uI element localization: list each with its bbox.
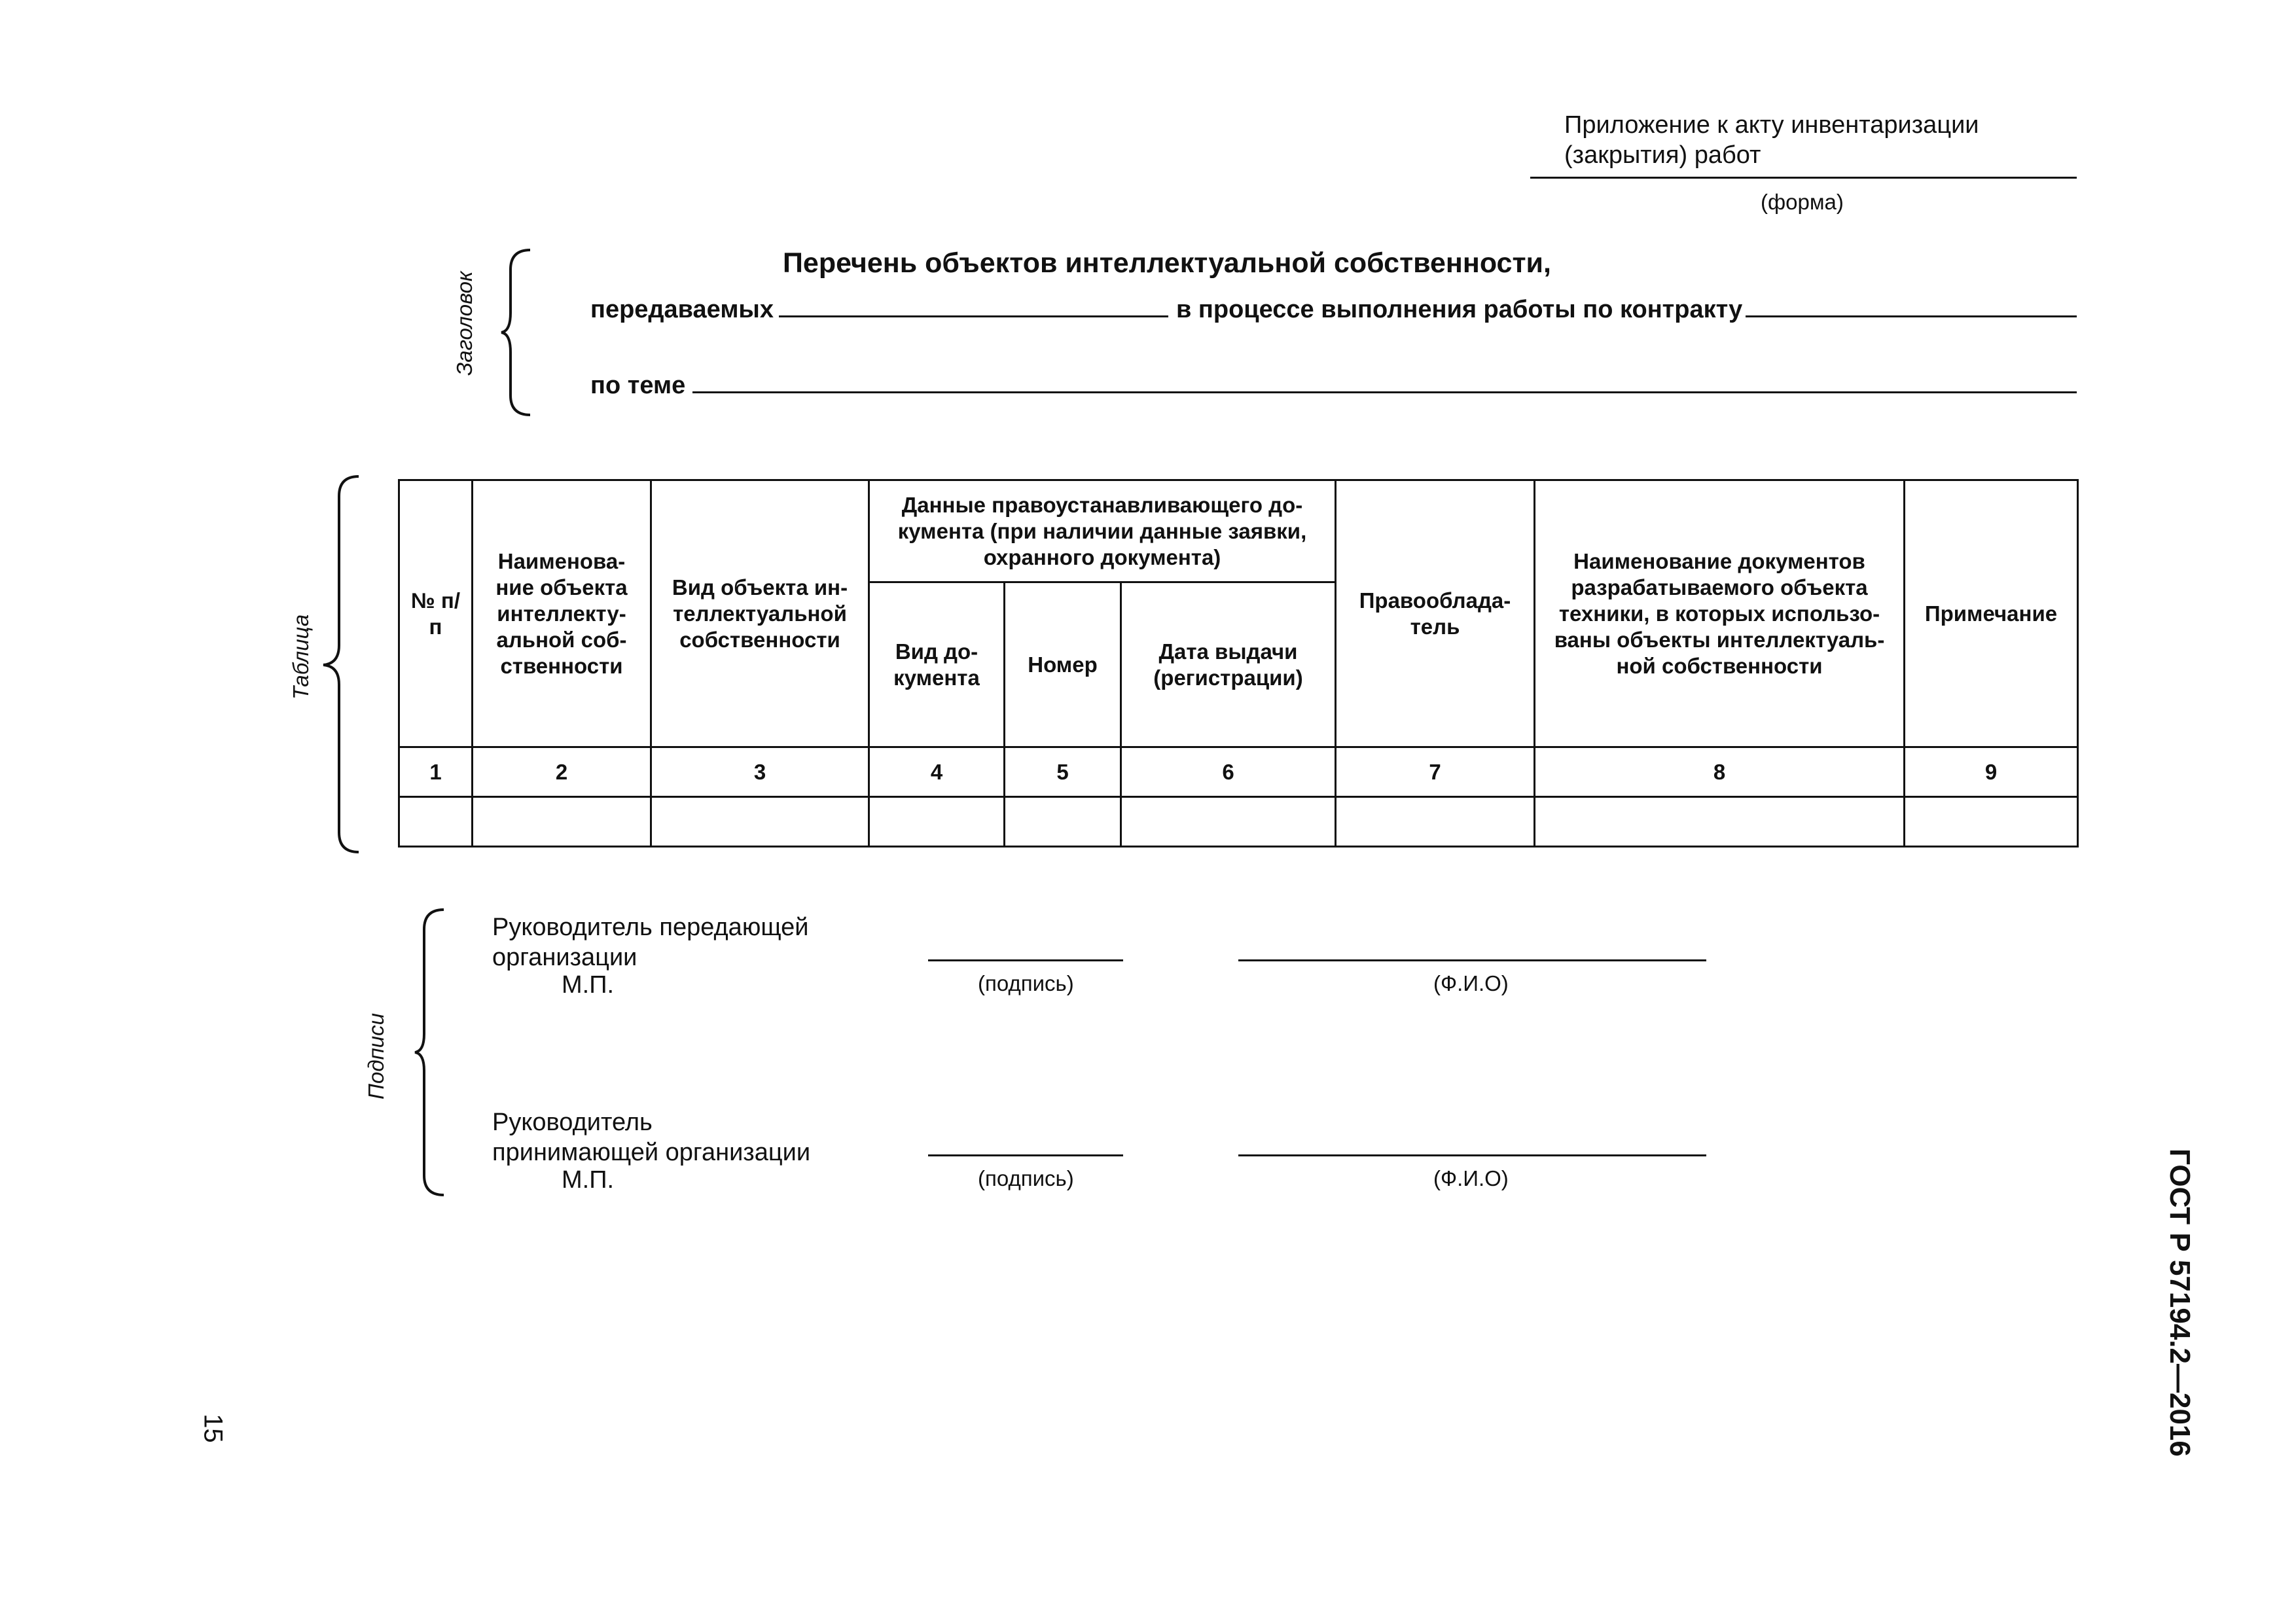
table-cell[interactable] (1336, 797, 1535, 847)
appendix-underline (1530, 177, 2077, 179)
signatures-brace-label: Подписи (364, 1013, 388, 1099)
receiving-head-line-2: принимающей организации (492, 1139, 811, 1166)
column-number: 7 (1336, 747, 1535, 797)
column-number: 3 (651, 747, 869, 797)
column-number: 2 (473, 747, 651, 797)
table-header-row (399, 480, 2078, 582)
table-empty-row (399, 797, 2078, 847)
transferring-head-line-1: Руководитель передающей (492, 914, 809, 941)
heading-brace (497, 247, 537, 418)
column-number: 8 (1535, 747, 1905, 797)
column-number-row (399, 747, 2078, 797)
column-number: 6 (1121, 747, 1336, 797)
col-header-note: Примечание (1905, 480, 2078, 747)
receiving-signature-caption: (подпись) (978, 1166, 1074, 1190)
receiving-head-label (492, 1107, 810, 1168)
transferring-name-caption: (Ф.И.О) (1433, 971, 1509, 995)
col-header-document-type: Вид до-кумента (869, 582, 1005, 747)
ip-objects-table (398, 479, 2079, 847)
topic-blank-field[interactable] (692, 391, 2077, 393)
table-brace (319, 474, 365, 855)
receiving-stamp-label: М.П. (562, 1166, 615, 1194)
appendix-note (1564, 110, 1979, 170)
table-cell[interactable] (1905, 797, 2078, 847)
transferring-head-line-2: организации (492, 944, 637, 971)
table-brace-label: Таблица (289, 614, 313, 700)
col-header-documents: Наименование документов разрабатываемого объекта техники, в которых использо-ваны объекты интеллектуаль-ной собственности (1535, 480, 1905, 747)
transferring-signature-field[interactable] (928, 959, 1123, 961)
form-label: (форма) (1761, 190, 1844, 214)
receiving-name-field[interactable] (1238, 1154, 1706, 1156)
col-header-title-document-group: Данные правоустанавливающего до-кумента (при наличии данные заявки, охранного документа) (869, 480, 1336, 582)
transferring-stamp-label: М.П. (562, 971, 615, 999)
column-number: 5 (1005, 747, 1121, 797)
column-number: 9 (1905, 747, 2078, 797)
topic-label: по теме (590, 372, 686, 399)
column-number: 1 (399, 747, 473, 797)
column-number: 4 (869, 747, 1005, 797)
appendix-line-2: (закрытия) работ (1564, 141, 1761, 169)
heading-brace-label: Заголовок (452, 271, 476, 376)
signatures-brace (411, 907, 450, 1198)
transferred-label: передаваемых (590, 296, 774, 323)
table-cell[interactable] (1121, 797, 1336, 847)
page-number: 15 (198, 1414, 228, 1443)
table-cell[interactable] (473, 797, 651, 847)
col-header-document-number: Номер (1005, 582, 1121, 747)
table-cell[interactable] (1005, 797, 1121, 847)
table-cell[interactable] (1535, 797, 1905, 847)
page-title: Перечень объектов интеллектуальной собственности, (783, 247, 1551, 279)
transferred-blank-field[interactable] (779, 315, 1168, 317)
table-cell[interactable] (651, 797, 869, 847)
table-cell[interactable] (869, 797, 1005, 847)
col-header-number: № п/п (399, 480, 473, 747)
in-process-label: в процессе выполнения работы по контракту (1176, 296, 1743, 323)
col-header-ip-type: Вид объекта ин-теллектуальной собственности (651, 480, 869, 747)
transferring-signature-caption: (подпись) (978, 971, 1074, 995)
transferring-head-label (492, 912, 809, 972)
col-header-issue-date: Дата выдачи (регистрации) (1121, 582, 1336, 747)
col-header-rightholder: Правооблада-тель (1336, 480, 1535, 747)
appendix-line-1: Приложение к акту инвентаризации (1564, 111, 1979, 139)
contract-blank-field[interactable] (1746, 315, 2077, 317)
col-header-ip-name: Наименова-ние объекта интеллекту-альной соб-ственности (473, 480, 651, 747)
standard-designation: ГОСТ Р 57194.2—2016 (2164, 1149, 2196, 1457)
receiving-signature-field[interactable] (928, 1154, 1123, 1156)
table-cell[interactable] (399, 797, 473, 847)
transferring-name-field[interactable] (1238, 959, 1706, 961)
receiving-head-line-1: Руководитель (492, 1109, 653, 1136)
receiving-name-caption: (Ф.И.О) (1433, 1166, 1509, 1190)
